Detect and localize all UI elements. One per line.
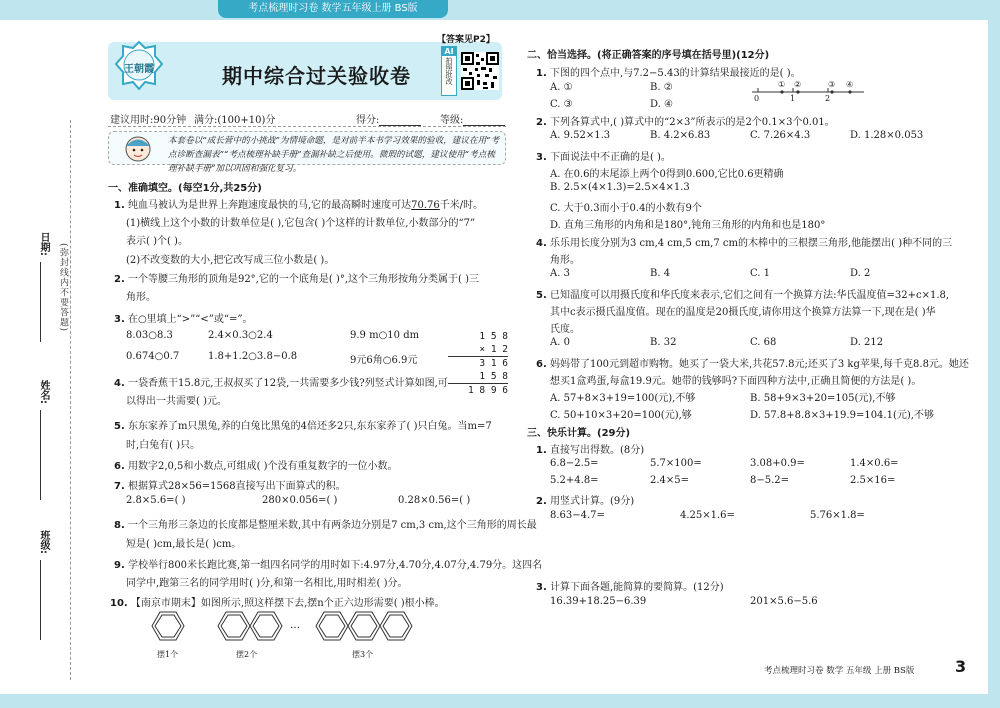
s2-q2-text: 2. 下列各算式中,( )算式中的“2×3”所表示的是2个0.1×3个0.01。 (536, 117, 835, 128)
s2-q5c-text: 氏度。 (550, 324, 580, 335)
meta-divider (108, 126, 506, 127)
logo-text: 王朝霞 (124, 64, 154, 75)
hexagon-shape (250, 612, 282, 640)
q5b-text: 时,白兔有( )只。 (126, 440, 201, 451)
s3-q2-a: 8.63−4.7= (550, 510, 605, 521)
s3-q2-text: 2. 用竖式计算。(9分) (536, 496, 635, 507)
q8-text: 8. 一个三角形三条边的长度都是整厘米数,其中有两条边分别是7 cm,3 cm,这个三角形的周长最 (114, 520, 537, 531)
s2-q2-option-a[interactable]: A. 9.52×1.3 (550, 130, 611, 141)
s2-q4-option-c[interactable]: C. 1 (750, 268, 771, 279)
s2-q3-option-d[interactable]: D. 直角三角形的内角和是180°,钝角三角形的内角和也是180° (550, 220, 826, 231)
page-title: 期中综合过关验收卷 (222, 64, 411, 88)
full-score: 满分:(100+10)分 (194, 115, 276, 126)
s2-q5-option-d[interactable]: D. 212 (850, 337, 884, 348)
s3-q2-c: 5.76×1.8= (810, 510, 865, 521)
s2-q6-text: 6. 妈妈带了100元到超市购物。她买了一袋大米,共花57.8元;还买了3 kg苹果,每千克8.8元。她还 (536, 359, 969, 370)
answer-reference: 【答案见P2】 (437, 35, 495, 45)
q3-r1-b: 2.4×0.3○2.4 (208, 330, 273, 341)
q3-r1-c: 9.9 m○10 dm (350, 330, 420, 341)
q7-b: 280×0.056=( ) (262, 495, 338, 506)
s2-q1-option-a[interactable]: A. ① (550, 82, 573, 93)
q3-r2-c: 9元6角○6.9元 (350, 355, 418, 366)
s3-q3-b: 201×5.6−5.6 (750, 596, 818, 607)
q6-text: 6. 用数字2,0,5和小数点,可组成( )个没有重复数字的一位小数。 (114, 461, 398, 472)
q4-text: 4. 一袋香蕉干15.8元,王叔叔买了12袋,一共需要多少钱?列竖式计算如图,可 (114, 378, 448, 389)
class-blank[interactable] (40, 560, 41, 640)
suggested-time: 建议用时:90分钟 (110, 115, 187, 126)
score-label: 得分: (356, 115, 380, 126)
continuation-dots: … (290, 620, 300, 631)
q2b-text: 角形。 (126, 292, 156, 303)
hex-label-3: 摆3个 (352, 650, 374, 659)
hexagon-shape (152, 612, 184, 640)
q1-text: 1. 纯血马被认为是世界上奔跑速度最快的马,它的最高瞬时速度可达70.76千米/时。 (114, 200, 484, 211)
q7-a: 2.8×5.6=( ) (126, 495, 186, 506)
date-blank[interactable] (40, 262, 41, 342)
name-label: 姓名: (38, 380, 49, 404)
s2-q4-option-d[interactable]: D. 2 (850, 268, 871, 279)
q3-r1-a: 8.03○8.3 (126, 330, 173, 341)
grade-label: 等级: (440, 115, 464, 126)
q9-text: 9. 学校举行800米长跑比赛,第一组四名同学的用时如下:4.97分,4.70分,4.07分,4.79分。这四名 (114, 560, 543, 571)
s2-q4-option-a[interactable]: A. 3 (550, 268, 570, 279)
s2-q6-option-d[interactable]: D. 57.8+8.8×3+19.9=104.1(元),不够 (750, 410, 934, 421)
s2-q5-option-c[interactable]: C. 68 (750, 337, 777, 348)
s2-q2-option-b[interactable]: B. 4.2×6.83 (650, 130, 711, 141)
s3-q2-b: 4.25×1.6= (680, 510, 735, 521)
axis-mark-4: ④ (846, 80, 854, 89)
hexagon-shape (316, 612, 348, 640)
s2-q1-option-d[interactable]: D. ④ (650, 99, 673, 110)
q1-1-text: (1)横线上这个小数的计数单位是( ),它包含( )个这样的计数单位,小数部分的“7” (126, 218, 476, 229)
ai-qr-box[interactable] (441, 46, 499, 96)
s2-q3-option-c[interactable]: C. 大于0.3而小于0.4的小数有9个 (550, 203, 702, 214)
binding-line (70, 120, 71, 680)
score-blank[interactable] (379, 116, 421, 126)
s2-q4-text: 4. 乐乐用长度分别为3 cm,4 cm,5 cm,7 cm的木棒中的三根摆三角形,他能摆出( )种不同的三 (536, 238, 953, 249)
s2-q3-option-a[interactable]: A. 在0.6的末尾添上两个0得到0.600,它比0.6更精确 (550, 169, 784, 180)
qr-code-icon (461, 52, 499, 90)
ai-label: 拍照批改 (445, 57, 453, 85)
hex-label-1: 摆1个 (157, 650, 179, 659)
class-label: 班级: (38, 530, 49, 554)
s2-q1-option-c[interactable]: C. ③ (550, 99, 573, 110)
footer-text: 考点梳理时习卷 数学 五年级 上册 BS版 (764, 666, 915, 676)
s3-q1-r1-d: 1.4×0.6= (850, 458, 899, 469)
q7-c: 0.28×0.56=( ) (398, 495, 471, 506)
s2-q1-text: 1. 下图的四个点中,与7.2−5.43的计算结果最接近的是( )。 (536, 68, 801, 79)
axis-number-1: 1 (790, 94, 796, 103)
hexagon-shape (218, 612, 250, 640)
q10-text: 10. 【南京市期末】如图所示,照这样摆下去,摆n个正六边形需要( )根小棒。 (110, 598, 445, 609)
q3-text: 3. 在○里填上“>”“<”或“=”。 (114, 314, 253, 325)
s2-q6-option-a[interactable]: A. 57+8×3+19=100(元),不够 (550, 393, 696, 404)
s3-q1-text: 1. 直接写出得数。(8分) (536, 445, 645, 456)
s2-q5b-text: 其中c表示摄氏温度值。现在的温度是20摄氏度,请你用这个换算方法算一下,现在是( )华 (550, 307, 936, 318)
ai-badge: AI (442, 47, 456, 56)
instruction-text: 本套卷以“成长营中的小挑战”为情境命题，是对前半本书学习效果的验收，建议在用“考点诊断查漏表”“考点梳理补缺手册”查漏补缺之后使用。微瑕的试题，建议使用“考点梳理补缺手册”加以巩固和强化复习。 (168, 136, 500, 174)
q2-text: 2. 一个等腰三角形的顶角是92°,它的一个底角是( )°,这个三角形按角分类属于( )三 (114, 274, 479, 285)
grade-blank[interactable] (463, 116, 505, 126)
s3-q1-r1-b: 5.7×100= (650, 458, 702, 469)
page-number: 3 (955, 657, 967, 676)
axis-mark-1: ① (778, 80, 786, 89)
s2-q4-option-b[interactable]: B. 4 (650, 268, 671, 279)
s3-q1-r2-c: 8−5.2= (750, 475, 790, 486)
right-frame (988, 0, 1000, 708)
s2-q5-option-b[interactable]: B. 32 (650, 337, 677, 348)
s3-q3-text: 3. 计算下面各题,能简算的要简算。(12分) (536, 582, 724, 593)
q1-2-text: (2)不改变数的大小,把它改写成三位小数是( )。 (126, 255, 335, 266)
q1-1b-text: 表示( )个( )。 (126, 236, 188, 247)
wave-border (0, 14, 1000, 26)
s2-q2-option-c[interactable]: C. 7.26×4.3 (750, 130, 811, 141)
section-2-title: 二、恰当选择。(将正确答案的序号填在括号里)(12分) (527, 50, 770, 61)
vertical-multiplication: 1 5 8 × 1 2 3 1 6 1 5 8 1 8 9 6 (448, 330, 508, 397)
header-banner: 考点梳理时习卷 数学五年级上册 BS版 (218, 0, 448, 18)
axis-number-2: 2 (825, 94, 831, 103)
section-1-title: 一、准确填空。(每空1分,共25分) (108, 183, 262, 194)
q3-r2-b: 1.8+1.2○3.8−0.8 (208, 351, 298, 362)
s2-q5-text: 5. 已知温度可以用摄氏度和华氏度来表示,它们之间有一个换算方法:华氏温度值=32+c×1.8, (536, 290, 950, 301)
q7-text: 7. 根据算式28×56=1568直接写出下面算式的积。 (114, 481, 346, 492)
seal-line-note: (弥封线内不要答题) (58, 243, 68, 333)
s2-q3-option-b[interactable]: B. 2.5×(4×1.3)=2.5×4×1.3 (550, 182, 690, 193)
s3-q1-r2-d: 2.5×16= (850, 475, 896, 486)
s2-q4b-text: 角形。 (550, 255, 580, 266)
axis-number-0: 0 (754, 94, 760, 103)
s3-q1-r1-a: 6.8−2.5= (550, 458, 599, 469)
s2-q2-option-d[interactable]: D. 1.28×0.053 (850, 130, 924, 141)
grade-field[interactable] (440, 111, 505, 126)
q9b-text: 同学中,跑第三名的同学用时( )分,和第一名相比,用时相差( )分。 (126, 578, 408, 589)
bottom-frame (0, 694, 1000, 708)
q5-text: 5. 东东家养了m只黑兔,养的白兔比黑兔的4倍还多2只,东东家养了( )只白兔。当m=7 (114, 421, 492, 432)
s3-q1-r2-a: 5.2+4.8= (550, 475, 599, 486)
q3-r2-a: 0.674○0.7 (126, 351, 180, 362)
q4b-text: 以得出一共需要( )元。 (126, 396, 227, 407)
mascot-face-icon (116, 133, 160, 163)
hexagon-shape (380, 612, 412, 640)
section-3-title: 三、快乐计算。(29分) (527, 428, 631, 439)
axis-mark-3: ③ (828, 80, 836, 89)
s3-q3-a: 16.39+18.25−6.39 (550, 596, 647, 607)
date-label: 日期: (38, 232, 49, 256)
hex-label-2: 摆2个 (236, 650, 258, 659)
s2-q6-option-c[interactable]: C. 50+10×3+20=100(元),够 (550, 410, 692, 421)
axis-mark-2: ② (794, 80, 802, 89)
s3-q1-r1-c: 3.08+0.9= (750, 458, 805, 469)
q8b-text: 短是( )cm,最长是( )cm。 (126, 539, 242, 550)
s3-q1-r2-b: 2.4×5= (650, 475, 690, 486)
s2-q1-option-b[interactable]: B. ② (650, 82, 673, 93)
s2-q6b-text: 想买1盒鸡蛋,每盒19.9元。她带的钱够吗?下面四种方法中,正确且简便的方法是( )。 (550, 376, 922, 387)
s2-q3-text: 3. 下面说法中不正确的是( )。 (536, 152, 671, 163)
score-field[interactable] (356, 111, 421, 126)
s2-q6-option-b[interactable]: B. 58+9×3+20=105(元),不够 (750, 393, 896, 404)
s2-q5-option-a[interactable]: A. 0 (550, 337, 570, 348)
hexagon-shape (348, 612, 380, 640)
name-blank[interactable] (40, 410, 41, 500)
